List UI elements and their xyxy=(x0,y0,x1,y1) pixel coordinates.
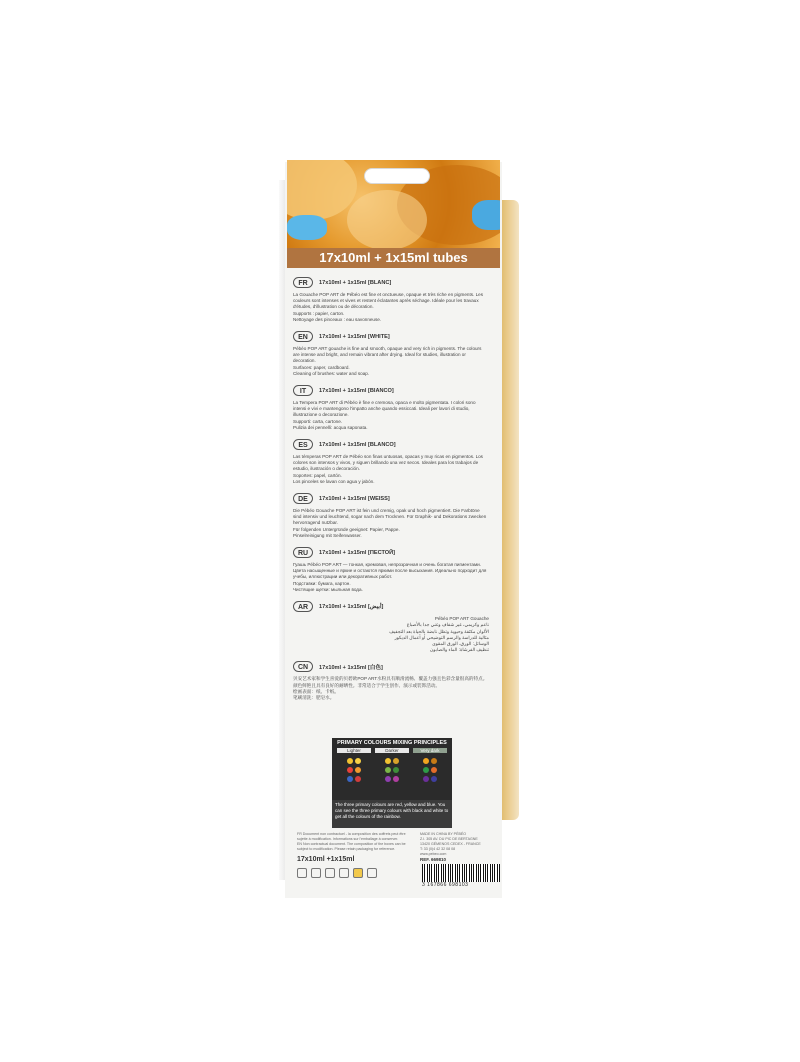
lang-body: Las témperas POP ART de Pébéo son finas untuosas, opacas y muy ricas en pigmentos. Los colores son intensos y vivos, y siguen brillando una vez secos. Ideales para los trabajos de estudio, ilustración o decoración. Soportes: papel, cartón. Los pinceles se lavan con agua y jabón. xyxy=(293,454,483,484)
lang-title: 17x10ml + 1x15ml [BLANC] xyxy=(319,279,392,286)
section-ar xyxy=(293,600,489,653)
lang-body: 贝安艺术家和学生喜爱的贝碧欧POP ART水粉具有顺滑流畅、覆盖力强且色彩含量很高的特点。颜色鲜艳且具有良好的耐晒性。非常适合于学生创作、演示或装饰活动。 绘画表面：纸、卡纸。 笔刷清洗：肥皂水。 xyxy=(293,676,488,700)
section-fr xyxy=(293,276,489,323)
mix-col-darker: Darker xyxy=(375,748,409,753)
lang-body: Pébéo POP ART Gouache ناعم وكريمي، غير شفاف وغني جدا بالأصباغ الألوان مكثفة وحيوية وتظل نابضة بالحياة بعد التجفيف مثالية للدراسة والرسم التوضيحي أو أعمال الديكور الوسائل: الورق، الورق المقوى تنظيف الفرشاة: الماء والصابون xyxy=(389,616,489,653)
manufacturer-address: MADE IN CHINA BY PÉBÉO Z.I. 305 AV. DU PIC DE BERTAGNE 13420 GÉMENOS CEDEX - FRANCE T: 33 (0)4 42 32 08 08 www.pebeo.com xyxy=(420,832,481,856)
tube-count-band: 17x10ml + 1x15ml tubes xyxy=(287,248,500,268)
barcode xyxy=(422,864,500,882)
triangle-recycle-icon xyxy=(367,868,377,878)
lang-title: 17x10ml + 1x15ml [WEISS] xyxy=(319,495,390,502)
lang-code: ES xyxy=(293,439,313,450)
section-de xyxy=(293,492,489,539)
lang-title: 17x10ml + 1x15ml [白色] xyxy=(319,664,383,671)
mix-col-very-dark: Very dark xyxy=(413,748,447,753)
ap-seal-icon xyxy=(353,868,363,878)
section-ru xyxy=(293,546,489,593)
ce-mark-icon xyxy=(339,868,349,878)
section-it xyxy=(293,384,489,431)
recycle-icon xyxy=(325,868,335,878)
mix-col-lighter: Lighter xyxy=(337,748,371,753)
size-label: 17x10ml +1x15ml xyxy=(297,856,355,863)
section-en xyxy=(293,330,489,377)
mixing-explanation xyxy=(332,800,452,828)
lang-title: 17x10ml + 1x15ml [ПЕСТОЙ] xyxy=(319,549,396,556)
mixing-swatches xyxy=(332,755,452,782)
lang-body: La Tempera POP ART di Pébéo è fine e cremosa, opaca e molto pigmentata. I colori sono intensi e vivi e mantengono l'impatto anche quando essiccati. Ideali per lavori di studio, illustrazione o decorazione. Supporti: carta, cartone. Pulizia dei pennelli: acqua saponata. xyxy=(293,400,476,430)
age-warning-icon xyxy=(297,868,307,878)
lang-code: AR xyxy=(293,601,313,612)
hang-hole xyxy=(364,168,430,184)
mixing-text: The three primary colours are red, yellow and blue. You can see the three primary colours with black and white to get all the colours of the rainbow. xyxy=(335,802,449,819)
lang-title: 17x10ml + 1x15ml [BIANCO] xyxy=(319,387,394,394)
lang-title: 17x10ml + 1x15ml [WHITE] xyxy=(319,333,390,340)
section-cn xyxy=(293,660,489,701)
mixing-title: PRIMARY COLOURS MIXING PRINCIPLES xyxy=(337,740,447,746)
section-es xyxy=(293,438,489,485)
lang-title: 17x10ml + 1x15ml [BLANCO] xyxy=(319,441,396,448)
language-sections xyxy=(293,276,489,708)
reference-number: REF. 669810 xyxy=(420,857,447,862)
lang-body: Die Pébéo Gouache POP ART ist fein und cremig, opak und hoch pigmentiert. Die Farbtöne sind intensiv und leuchtend, sogar nach dem Trocknen. Für Graphik- und Dekorations zwecken hervorragend nutzbar. Für folgenden Untergründe geeignet: Papier, Pappe. Pinselreinigung mit Seifenwasser. xyxy=(293,508,487,538)
lang-code: IT xyxy=(293,385,313,396)
tube-icon xyxy=(311,868,321,878)
lang-body: Гуашь Pébéo POP ART — тонкая, кремовая, непрозрачная и очень богатая пигментами. Цвета насыщенные и яркие и остаются яркими после высыхания. Идеально подходит для учебы, иллюстрации или декоративных работ. Подставки: бумага, картон. Чистящие щетки: мыльная вода. xyxy=(293,562,487,592)
lang-code: FR xyxy=(293,277,313,288)
barcode-number: 3 167866 698103 xyxy=(422,882,469,888)
lang-title: 17x10ml + 1x15ml [أبيض] xyxy=(319,603,384,610)
lang-body: Pébéo POP ART gouache is fine and smooth, opaque and very rich in pigments. The colours are intense and bright, and remain vibrant after drying. Ideal for studies, illustration or decoration. Surfaces: paper, cardboard. Cleaning of brushes: water and soap. xyxy=(293,346,482,376)
safety-icons xyxy=(297,868,377,878)
lang-code: RU xyxy=(293,547,313,558)
lang-code: DE xyxy=(293,493,313,504)
legal-notice: FR Document non contractuel - la composition des coffrets peut être sujette à modification. Informations sur l'emballage à conserver. EN Non contractual document. The composition of the boxes can be subject to modification. Please retain packaging for reference. xyxy=(297,832,406,851)
mixing-chart xyxy=(332,738,452,800)
lang-body: La Gouache POP ART de Pébéo est fine et onctueuse, opaque et très riche en pigments. Les couleurs sont intenses et vives et restent éclatantes après séchage. Idéale pour les travaux d'études, d'illustration ou de décoration. Supports : papier, carton. Nettoyage des pinceaux : eau savonneuse. xyxy=(293,292,484,322)
lang-code: EN xyxy=(293,331,313,342)
lang-code: CN xyxy=(293,661,313,672)
